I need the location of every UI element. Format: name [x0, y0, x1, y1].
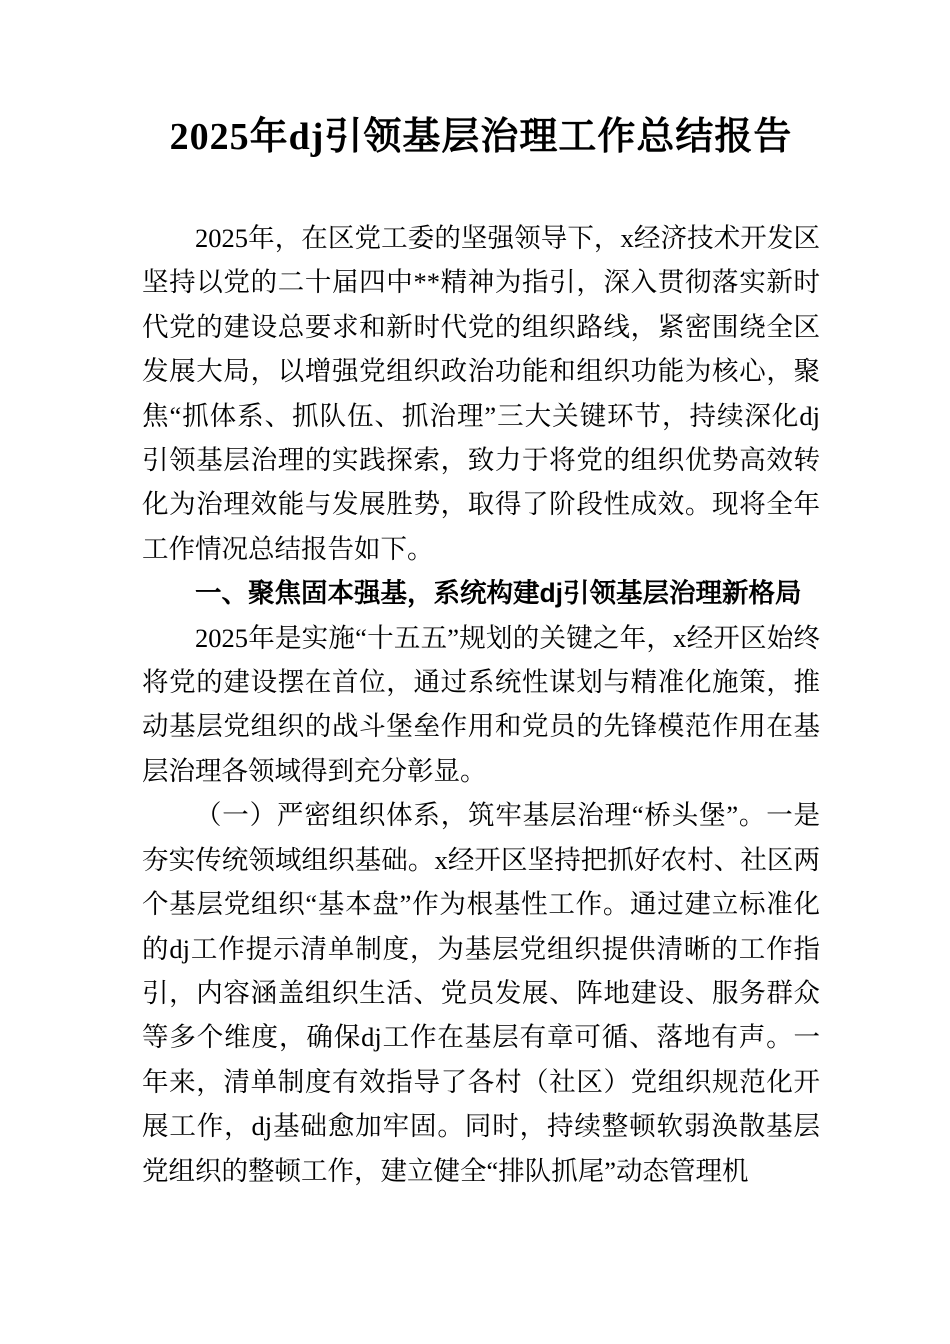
paragraph-subsection-1: （一）严密组织体系，筑牢基层治理“桥头堡”。一是夯实传统领域组织基础。x经开区坚持把抓好农村、社区两个基层党组织“基本盘”作为根基性工作。通过建立标准化的dj工作提示清单制度，为基层党组织提供清晰的工作指引，内容涵盖组织生活、党员发展、阵地建设、服务群众等多个维度，确保dj工作在基层有章可循、落地有声。一年来，清单制度有效指导了各村（社区）党组织规范化开展工作，dj基础愈加牢固。同时，持续整顿软弱涣散基层党组织的整顿工作，建立健全“排队抓尾”动态管理机: [142, 800, 820, 1186]
document-body: [142, 216, 820, 1193]
section-heading-1: 一、聚焦固本强基，系统构建dj引领基层治理新格局: [195, 578, 802, 609]
paragraph-section-overview: 2025年是实施“十五五”规划的关键之年，x经开区始终将党的建设摆在首位，通过系统性谋划与精准化施策，推动基层党组织的战斗堡垒作用和党员的先锋模范作用在基层治理各领域得到充分彰显。: [142, 622, 820, 786]
document-title: 2025年dj引领基层治理工作总结报告: [169, 116, 793, 158]
paragraph-intro: 2025年，在区党工委的坚强领导下，x经济技术开发区坚持以党的二十届四中**精神为指引，深入贯彻落实新时代党的建设总要求和新时代党的组织路线，紧密围绕全区发展大局，以增强党组织政治功能和组织功能为核心，聚焦“抓体系、抓队伍、抓治理”三大关键环节，持续深化dj引领基层治理的实践探索，致力于将党的组织优势高效转化为治理效能与发展胜势，取得了阶段性成效。现将全年工作情况总结报告如下。: [142, 223, 820, 564]
